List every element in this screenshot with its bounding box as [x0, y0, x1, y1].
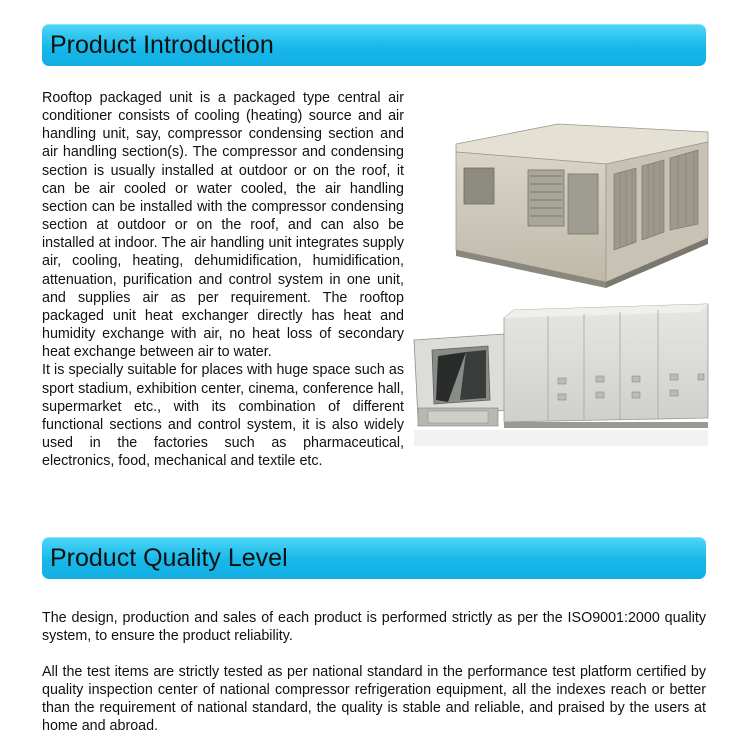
- lower-unit: [414, 304, 708, 446]
- upper-unit: [456, 124, 708, 288]
- rooftop-unit-illustration: [408, 118, 712, 448]
- section-title-intro: Product Introduction: [50, 31, 274, 59]
- intro-paragraph-1: Rooftop packaged unit is a packaged type central air conditioner consists of cooling (heating) source and air handling unit, say, compressor condensing section and air handling section(s). The compressor and condensing section is usually installed at outdoor or on the roof, it can be air cooled or water cooled, the air handling section can be installed with the compressor condensing section at outdoor or on the roof, and can also be installed at indoor. The air handling unit integrates supply air, cooling, heating, dehumidification, humidification, attenuation, purification and control system in one unit, and supplies air as per requirement. The rooftop packaged unit heat exchanger directly has heat and humidity exchange with air, no heat loss of secondary heat exchange between air to water.: [42, 90, 404, 361]
- quality-paragraph-2: All the test items are strictly tested as per national standard in the performance test platform certified by quality inspection center of national compressor refrigeration equipment, all the indexes reach or better than the requirement of national standard, the quality is stable and reliable, and praised by the users at home and abroad.: [42, 664, 706, 734]
- section-header-intro: [42, 24, 706, 66]
- quality-paragraph-1: The design, production and sales of each product is performed strictly as per the ISO9001:2000 quality system, to ensure the product reliability.: [42, 610, 706, 644]
- product-image: [408, 118, 712, 448]
- intro-paragraph-2: It is specially suitable for places with huge space such as sport stadium, exhibition center, cinema, conference hall, supermarket etc., with its combination of different functional sections and control system, it is also widely used in the factories such as pharmaceutical, electronics, food, mechanical and textile etc.: [42, 362, 404, 470]
- section-header-quality: [42, 537, 706, 579]
- section-title-quality: Product Quality Level: [50, 544, 288, 572]
- intro-text-block: [42, 89, 404, 470]
